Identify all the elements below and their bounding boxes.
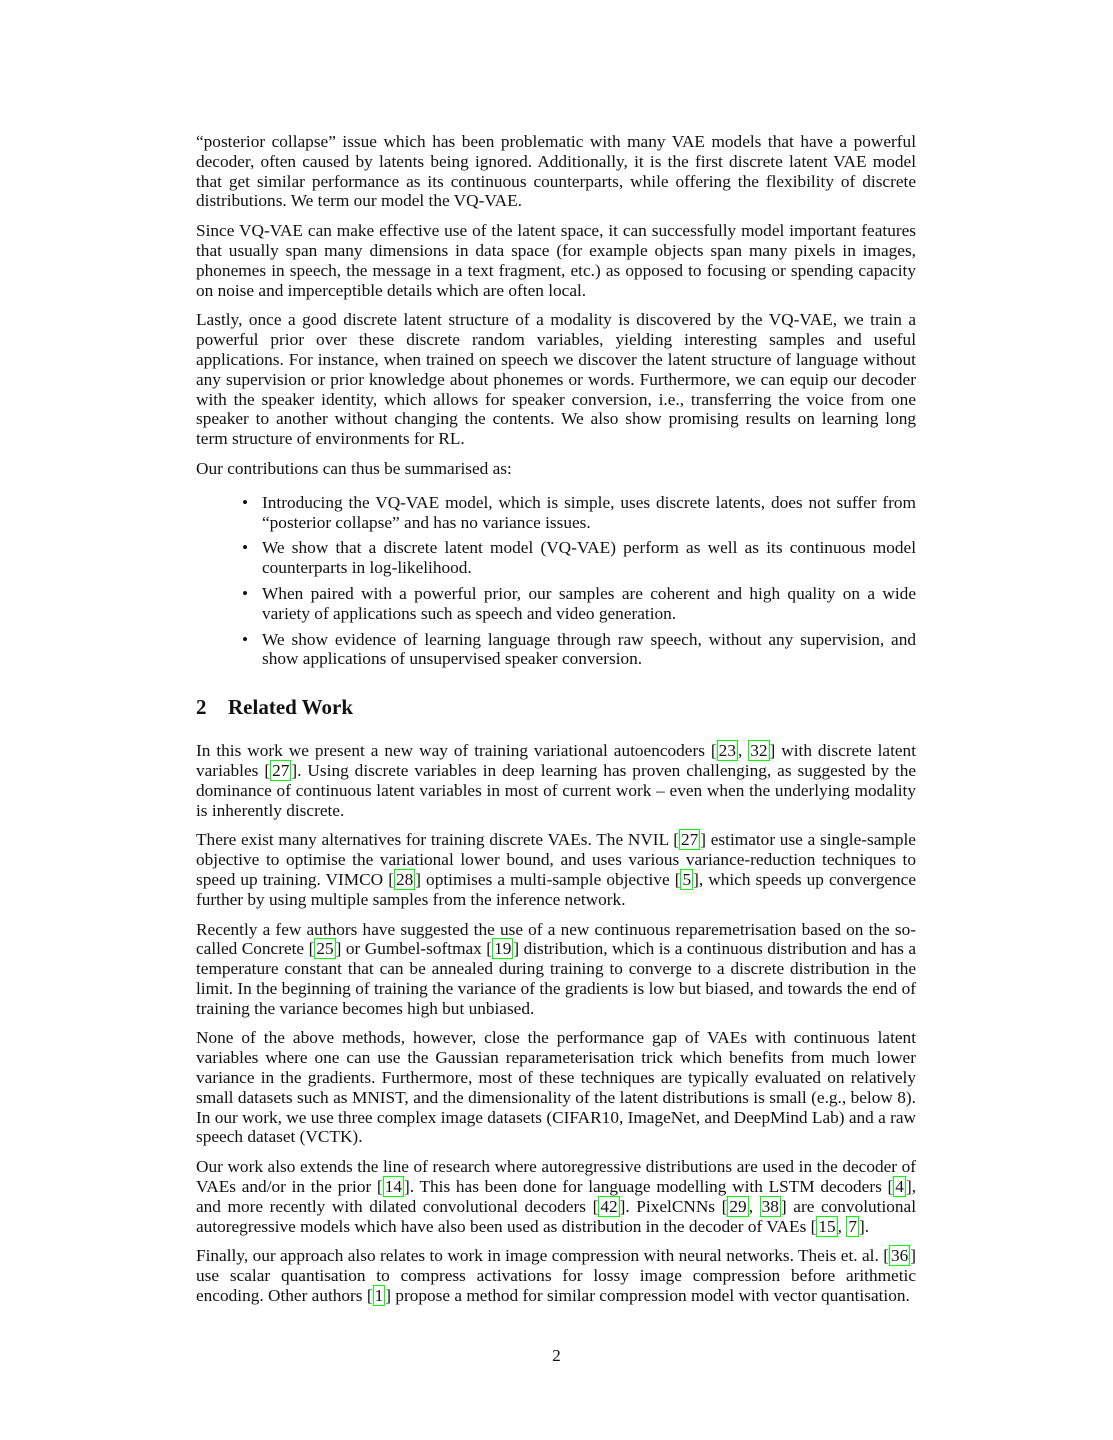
citation-link[interactable]: 36: [890, 1246, 909, 1266]
page-number: 2: [552, 1346, 561, 1365]
citation-link[interactable]: 32: [750, 741, 768, 761]
related-paragraph-1: In this work we present a new way of training variational autoencoders [ 23 , 32 ] with discrete latent variables [ 27 ]. Using discrete variables in deep learning has proven challenging, as suggested by the dominance of continuous latent variables in most of current work – even when the underlying modality is inherently discrete.: [196, 741, 917, 820]
section-heading: [196, 695, 916, 719]
citation-link[interactable]: 29: [729, 1196, 747, 1216]
contribution-item: • When paired with a powerful prior, our samples are coherent and high quality on a wide variety of applications such as speech and video generation.: [262, 584, 916, 624]
section-title: Related Work: [228, 695, 354, 720]
contribution-item: • Introducing the VQ-VAE model, which is simple, uses discrete latents, does not suffer from “posterior collapse” and has no variance issues.: [262, 493, 916, 533]
citation-link[interactable]: 19: [494, 939, 512, 959]
related-paragraph-3: Recently a few authors have suggested the use of a new continuous reparemetrisation based on the so-called Concrete [ 25 ] or Gumbel-softmax [ 19 ] distribution, which is a continuous distribution and has a temperature constant that can be annealed during training to converge to a discrete distribution in the limit. In the beginning of training the variance of the gradients is low but biased, and towards the end of training the variance becomes high but unbiased.: [196, 919, 916, 1018]
related-paragraph-4: None of the above methods, however, close the performance gap of VAEs with continuous latent variables where one can use the Gaussian reparameterisation trick which benefits from much lower variance in the gradients. Furthermore, most of these techniques are typically evaluated on relatively small datasets such as MNIST, and the dimensionality of the latent distributions is small (e.g., below 8). In our work, we use three complex image datasets (CIFAR10, ImageNet, and DeepMind Lab) and a raw speech dataset (VCTK).: [196, 1028, 916, 1147]
citation-link[interactable]: 4: [895, 1177, 904, 1197]
citation-link[interactable]: 7: [848, 1216, 857, 1236]
citation-link[interactable]: 25: [316, 939, 334, 959]
section-number: 2: [196, 695, 207, 720]
citation-link[interactable]: 27: [272, 760, 290, 780]
citation-link[interactable]: 5: [682, 869, 692, 889]
intro-paragraph-3: Lastly, once a good discrete latent structure of a modality is discovered by the VQ-VAE, we train a powerful prior over these discrete random variables, yielding interesting samples and useful applications. For instance, when trained on speech we discover the latent structure of language without any supervision or prior knowledge about phonemes or words. Furthermore, we can equip our decoder with the speaker identity, which allows for speaker conversion, i.e., transferring the voice from one speaker to another without changing the contents. We also show promising results on learning long term structure of environments for RL.: [196, 310, 916, 449]
intro-paragraph-1: “posterior collapse” issue which has been problematic with many VAE models that have a powerful decoder, often caused by latents being ignored. Additionally, it is the first discrete latent VAE model that get similar performance as its continuous counterparts, while offering the flexibility of discrete distributions. We term our model the VQ-VAE.: [196, 132, 916, 211]
related-paragraph-5: Our work also extends the line of research where autoregressive distributions are used in the decoder of VAEs and/or in the prior [ 14 ]. This has been done for language modelling with LSTM decoders [ 4 ], and more recently with dilated convolutional decoders [ 42 ]. PixelCNNs [ 29 , 38 ] are convolutional autoregressive models which have also been used as distribution in the decoder of VAEs [ 15 , 7 ].: [196, 1157, 917, 1236]
related-paragraph-2: There exist many alternatives for training discrete VAEs. The NVIL [ 27 ] estimator use a single-sample objective to optimise the variational lower bound, and uses various variance-reduction techniques to speed up training. VIMCO [ 28 ] optimises a multi-sample objective [ 5 ], which speeds up convergence further by using multiple samples from the inference network.: [196, 830, 916, 909]
intro-paragraph-2: Since VQ-VAE can make effective use of the latent space, it can successfully model important features that usually span many dimensions in data space (for example objects span many pixels in images, phonemes in speech, the message in a text fragment, etc.) as opposed to focusing or spending capacity on noise and imperceptible details which are often local.: [196, 221, 916, 300]
citation-link[interactable]: 28: [395, 869, 414, 889]
citation-link[interactable]: 1: [374, 1286, 384, 1306]
citation-link[interactable]: 23: [718, 741, 736, 761]
related-paragraph-6: Finally, our approach also relates to work in image compression with neural networks. Theis et. al. [ 36 ] use scalar quantisation to compress activations for lossy image compression before arithmetic encoding. Other authors [ 1 ] propose a method for similar compression model with vector quantisation.: [196, 1246, 916, 1306]
paper-page: [196, 132, 916, 1316]
contribution-item: • We show evidence of learning language through raw speech, without any supervision, and show applications of unsupervised speaker conversion.: [262, 630, 916, 670]
contributions-list: [196, 493, 916, 669]
contribution-item: • We show that a discrete latent model (VQ-VAE) perform as well as its continuous model counterparts in log-likelihood.: [262, 538, 916, 578]
citation-link[interactable]: 15: [818, 1216, 836, 1236]
intro-paragraph-4: Our contributions can thus be summarised as:: [196, 458, 512, 478]
citation-link[interactable]: 27: [680, 830, 699, 850]
citation-link[interactable]: 42: [600, 1196, 618, 1216]
citation-link[interactable]: 14: [384, 1177, 402, 1197]
citation-link[interactable]: 38: [761, 1196, 779, 1216]
